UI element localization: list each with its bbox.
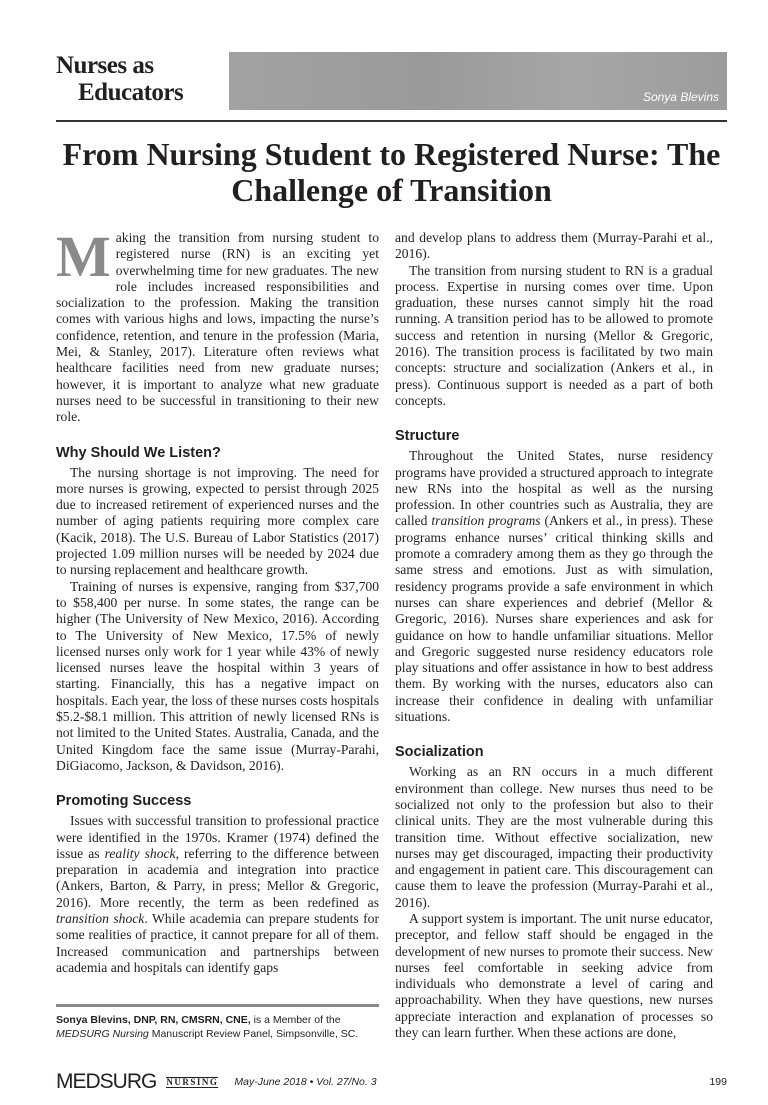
intro-text: aking the transition from nursing student to registered nurse (RN) is an exciting yet overwhelming time for new graduates. The new role includes increased responsibilities and socialization to the profession. Making the transition comes with various highs and lows, impacting the nurse’s confidence, retention, and tenure in the profession (Maria, Mei, & Stanley, 2017). Literature often reviews what healthcare facilities need from new graduate nurses; however, it is important to analyze what new graduate nurses need to be successful in transitioning to their new role. bbox=[56, 230, 379, 425]
page-header bbox=[56, 52, 727, 122]
article-body bbox=[56, 224, 727, 1041]
text: Issues with successful transition to professional practice were identified in the 1970s. Kramer (1974) defined the issue as bbox=[56, 813, 379, 861]
page-footer bbox=[56, 1071, 727, 1093]
term: transition shock bbox=[56, 910, 145, 926]
spacer bbox=[56, 976, 379, 990]
section-heading-socialization: Socialization bbox=[395, 744, 484, 761]
bio-name: Sonya Blevins, DNP, RN, CMSRN, CNE, bbox=[56, 1014, 251, 1027]
paragraph: Training of nurses is expensive, ranging from $37,700 to $58,400 per nurse. In some states, the range can be higher (The University of New Mexico, 2016). According to The University of New Mexico, 17.5% of newly licensed nurses only work for 1 year while 43% of newly licensed nurses leave the hospital within 3 years of starting. Financially, this has a negative impact on hospitals. Each year, the loss of these nurses costs hospitals $5.2-$8.1 million. This attrition of newly licensed RNs is not limited to the United States. Australia, Canada, and the United Kingdom face the same issue (Murray-Parahi, DiGiacomo, Jackson, & Davidson, 2016). bbox=[56, 578, 380, 773]
paragraph: Working as an RN occurs in a much different environment than college. New nurses thus need to be socialized not only to the profession but also to their clinical units. They are the most vulnerable during this transition time. Without effective socialization, new nurses may get discouraged, impacting their productivity and engagement in patient care. This discouragement can cause them to leave the profession (Murray-Parahi et al., 2016). bbox=[395, 764, 713, 910]
bio-journal: MEDSURG bbox=[56, 1028, 110, 1041]
left-column-text bbox=[56, 224, 380, 976]
paragraph: A support system is important. The unit nurse educator, preceptor, and fellow staff should be engaged in the development of new nurses to promote their success. New nurses feel comfortable in seeking advice from individuals who demonstrate a level of caring and approachability. When they have questions, new nurses appreciate interaction and explanation of processes so they can learn further. When these actions are done, bbox=[395, 910, 713, 1041]
department-line-2: Educators bbox=[78, 79, 184, 106]
bio-text: Manuscript Review Panel, Simpsonville, SC. bbox=[148, 1028, 359, 1041]
text: Throughout the United States, nurse residency programs have provided a structured approach to integrate new RNs into the hospital as well as the nursing profession. In other countries such as Australia, they are called bbox=[395, 448, 713, 529]
left-column bbox=[56, 224, 380, 1041]
journal-logo-sub: NURSING bbox=[166, 1076, 219, 1087]
bio-text: is a Member of the bbox=[250, 1014, 341, 1027]
section-heading-why-listen: Why Should We Listen? bbox=[56, 444, 221, 461]
author-bio bbox=[56, 1004, 379, 1041]
text: . While academia can prepare students for some realities of practice, it cannot prepare for all of them. Increased communication and partnerships between academia and hospitals can identify gaps bbox=[56, 910, 379, 975]
section-heading-promoting-success: Promoting Success bbox=[56, 793, 192, 810]
paragraph bbox=[56, 813, 379, 976]
paragraph: and develop plans to address them (Murray-Parahi et al., 2016). bbox=[395, 230, 713, 262]
term: reality shock bbox=[104, 845, 176, 861]
intro-paragraph bbox=[56, 224, 379, 426]
drop-cap: M bbox=[56, 224, 111, 289]
text: (Ankers et al., in press). These programs enhance nurses’ critical thinking skills and promote a comradery among them as they go through the same stress and emotions. Just as with simulation, residency programs provide a safe environment in which nurses can share experiences and debrief (Mellor & Gregoric, 2016). Nurses share experiences and ask for guidance on how to handle unfamiliar situations. Mellor and Gregoric suggested nurse residency educators role play situations and offer assistance in how to best address them. By working with the nurses, educators also can increase their confidence in dealing with unfamiliar situations. bbox=[395, 513, 713, 725]
article-title: From Nursing Student to Registered Nurse: The Challenge of Transition bbox=[62, 136, 721, 208]
header-banner bbox=[229, 52, 727, 110]
page-number: 199 bbox=[709, 1076, 727, 1089]
paragraph bbox=[395, 448, 713, 725]
issue-info: May-June 2018 • Vol. 27/No. 3 bbox=[234, 1076, 377, 1089]
header-author: Sonya Blevins bbox=[642, 90, 719, 104]
right-column bbox=[395, 230, 713, 1041]
paragraph: The transition from nursing student to RN is a gradual process. Expertise in nursing comes over time. Upon graduation, these nurses cannot simply hit the road running. A transition period has to be allowed to promote success and retention in nursing (Mellor & Gregoric, 2016). The transition process is facilitated by two main concepts: structure and socialization (Ankers et al., in press). Continuous support is needed as a part of both concepts. bbox=[395, 262, 713, 408]
department-heading bbox=[56, 52, 229, 110]
term: transition programs bbox=[431, 513, 541, 529]
department-line-1: Nurses as bbox=[56, 52, 154, 79]
paragraph: The nursing shortage is not improving. The need for more nurses is growing, expected to persist through 2025 due to increased retirement of experienced nurses and the number of aging patients requiring more complex care (Kacik, 2018). The U.S. Bureau of Labor Statistics (2017) projected 1.09 million nurses will be needed by 2024 due to nursing replacement and healthcare growth. bbox=[56, 464, 379, 578]
text: , referring to the difference between preparation in academia and integration into practice (Ankers, Barton, & Parry, in press; Mellor & Gregoric, 2016). More recently, the term as been redefined as bbox=[56, 845, 379, 910]
section-heading-structure: Structure bbox=[395, 428, 460, 445]
bio-journal: Nursing bbox=[112, 1028, 149, 1041]
journal-logo: MEDSURG bbox=[56, 1070, 157, 1094]
